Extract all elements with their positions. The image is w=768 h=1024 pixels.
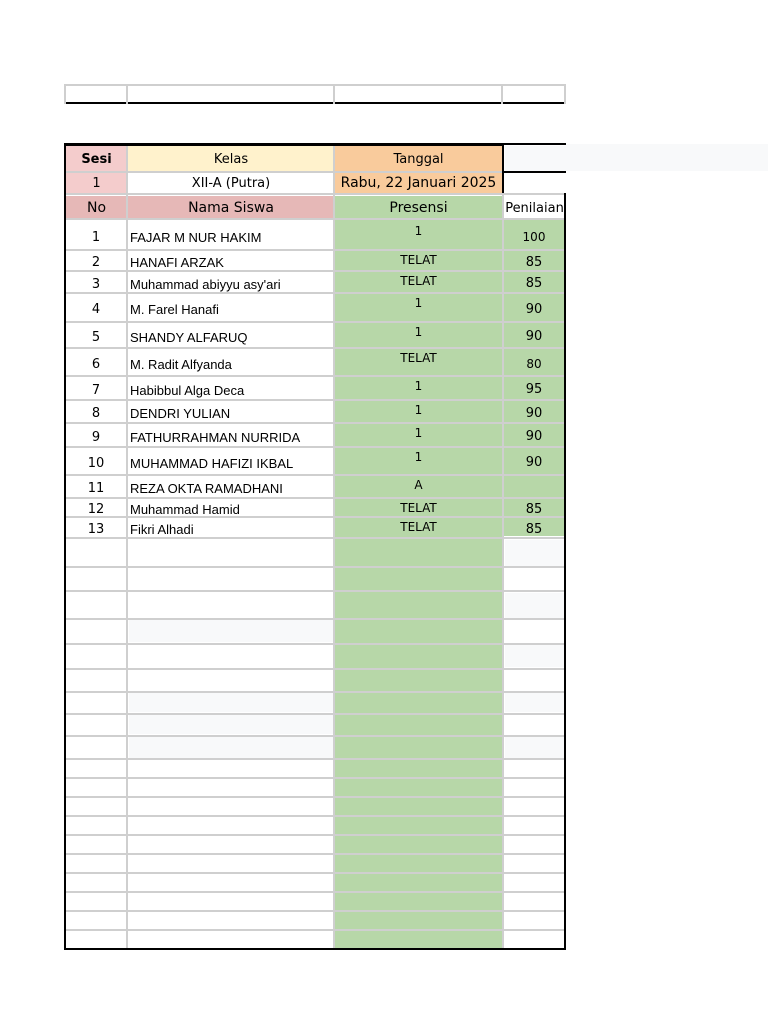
row-no: 3: [91, 276, 101, 292]
table-row: [0, 422, 768, 446]
table-row: [0, 497, 768, 516]
kelas-header: [128, 146, 334, 172]
sesi-label: Sesi: [81, 151, 112, 167]
row-no: 1: [91, 230, 101, 245]
tanggal-value: Rabu, 22 Januari 2025: [335, 173, 502, 193]
row-nilai: 85: [525, 521, 543, 537]
row-nama: REZA OKTA RAMADHANI: [130, 481, 283, 496]
table-row: [0, 220, 768, 249]
row-nama: SHANDY ALFARUQ: [130, 329, 248, 345]
row-nilai: 90: [525, 455, 543, 470]
column-header-presensi: Presensi: [335, 196, 502, 220]
row-nama: MUHAMMAD HAFIZI IKBAL: [130, 455, 294, 471]
row-nilai: 90: [525, 429, 543, 444]
row-no: 8: [91, 406, 101, 421]
sesi-header: [66, 146, 127, 172]
top-empty-row: [64, 84, 566, 104]
row-nama: HANAFI ARZAK: [130, 255, 224, 270]
row-nilai: 95: [525, 382, 543, 397]
table-row: [0, 270, 768, 292]
table-row: [0, 446, 768, 474]
kelas-value: XII-A (Putra): [191, 175, 271, 191]
table-row: [0, 375, 768, 399]
row-presensi: TELAT: [400, 351, 437, 365]
row-no: 11: [87, 481, 105, 496]
row-no: 2: [91, 255, 101, 270]
tanggal-header: [335, 146, 502, 172]
row-nama: M. Radit Alfyanda: [130, 356, 232, 372]
right-shaded-strip: [566, 144, 768, 171]
row-presensi: 1: [414, 403, 423, 417]
row-nilai: 100: [522, 230, 546, 244]
row-presensi: TELAT: [400, 274, 437, 288]
penilaian-header-blank: [505, 146, 566, 172]
row-no: 10: [87, 455, 105, 471]
row-nilai: 90: [525, 329, 543, 344]
row-nilai: [504, 474, 564, 497]
row-presensi: A: [414, 478, 423, 492]
row-no: 4: [91, 302, 101, 317]
table-row: [0, 399, 768, 422]
column-header-penilaian: Penilaian: [505, 200, 564, 216]
column-header-nama: Nama Siswa: [128, 196, 334, 220]
row-presensi: 1: [414, 224, 423, 238]
table-row: [0, 347, 768, 375]
row-nama: FATHURRAHMAN NURRIDA: [130, 429, 301, 445]
row-presensi: 1: [414, 379, 423, 393]
row-nama: Fikri Alhadi: [130, 522, 194, 537]
row-nama: Muhammad abiyyu asy'ari: [130, 276, 281, 292]
row-no: 6: [91, 356, 101, 372]
row-nilai: 90: [525, 405, 543, 421]
row-nama: Muhammad Hamid: [130, 502, 240, 516]
row-nilai: 90: [525, 301, 543, 317]
row-presensi: 1: [414, 296, 423, 310]
row-no: 5: [91, 329, 101, 345]
table-row: [0, 516, 768, 537]
row-presensi: TELAT: [400, 501, 437, 515]
row-nilai: 85: [525, 501, 543, 516]
row-no: 12: [87, 502, 105, 516]
table-row: [0, 474, 768, 497]
row-no: 9: [91, 429, 101, 445]
table-row: [0, 321, 768, 347]
sesi-value: 1: [66, 173, 127, 193]
tanggal-label: Tanggal: [393, 151, 444, 167]
row-no: 7: [91, 382, 101, 398]
row-nama: Habibbul Alga Deca: [130, 382, 245, 398]
row-nilai: 80: [526, 356, 542, 371]
row-presensi: TELAT: [400, 253, 437, 267]
kelas-label: Kelas: [213, 151, 249, 167]
table-row: [0, 292, 768, 321]
row-presensi: 1: [414, 450, 423, 464]
row-nama: FAJAR M NUR HAKIM: [130, 230, 262, 245]
row-nama: DENDRI YULIAN: [130, 406, 231, 421]
row-nama: M. Farel Hanafi: [130, 302, 219, 317]
row-presensi: 1: [414, 325, 423, 339]
row-presensi: 1: [414, 426, 423, 440]
table-row: [0, 249, 768, 270]
row-no: 13: [87, 522, 105, 537]
column-header-no: No: [66, 196, 127, 220]
row-nilai: 85: [525, 254, 543, 270]
row-nilai: 85: [525, 276, 543, 291]
row-presensi: TELAT: [400, 520, 437, 534]
